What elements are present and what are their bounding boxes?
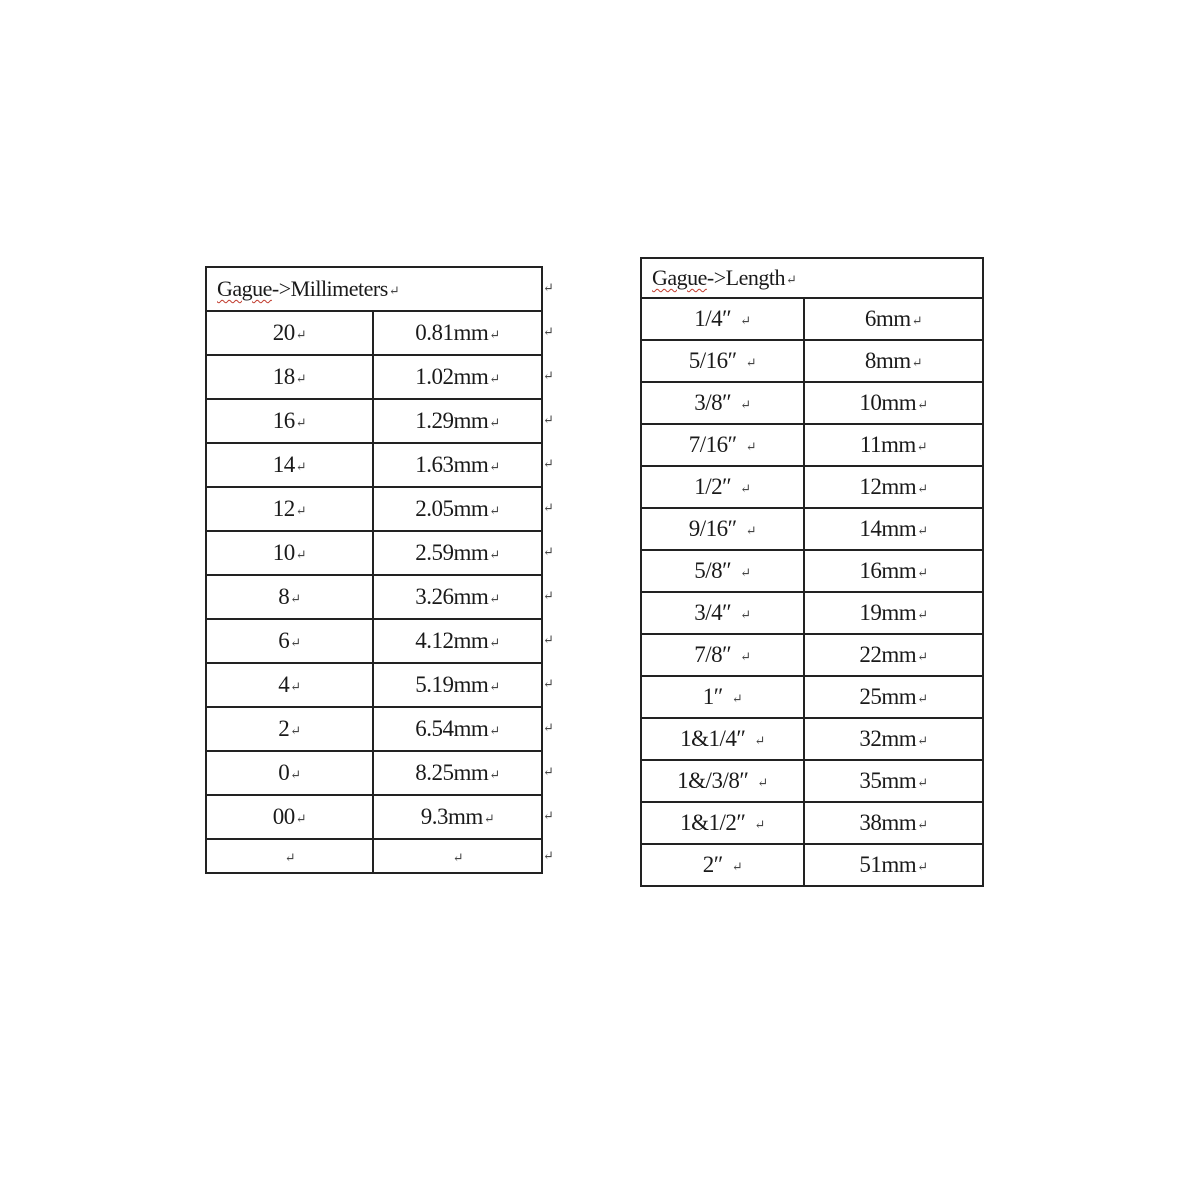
return-arrow-icon: ↵ (731, 690, 743, 706)
inch-value: 1&/3/8″ (677, 768, 749, 793)
return-arrow-icon: ↵ (911, 312, 923, 328)
empty-cell (373, 839, 542, 873)
mm-value: 22mm (859, 642, 917, 667)
return-arrow-icon: ↵ (917, 396, 928, 412)
mm-cell (804, 634, 983, 676)
return-arrow-icon: ↵ (543, 720, 554, 735)
inch-value: 7/8″ (694, 642, 732, 667)
return-arrow-icon: ↵ (295, 810, 307, 826)
empty-cell (206, 839, 373, 873)
gauge-value: 14 (272, 452, 295, 477)
return-arrow-icon: ↵ (740, 312, 751, 328)
mm-value: 6.54mm (415, 716, 489, 741)
table-row (641, 676, 983, 718)
mm-value: 19mm (859, 600, 917, 625)
gauge-value: 2 (278, 716, 290, 741)
inch-cell (641, 508, 804, 550)
mm-cell (804, 676, 983, 718)
return-arrow-icon: ↵ (295, 370, 307, 386)
table-row (206, 707, 542, 751)
table-header-cell (206, 267, 542, 311)
header-rest: ->Millimeters (271, 276, 388, 301)
mm-cell (804, 718, 983, 760)
return-arrow-icon: ↵ (489, 458, 500, 474)
return-arrow-icon: ↵ (388, 282, 400, 298)
inch-cell (641, 424, 804, 466)
return-arrow-icon: ↵ (731, 858, 743, 874)
gauge-cell (206, 531, 373, 575)
inch-value: 7/16″ (688, 432, 737, 457)
mm-cell (373, 707, 542, 751)
gauge-value: 00 (272, 804, 295, 829)
return-arrow-icon: ↵ (543, 764, 554, 779)
table-row (206, 311, 542, 355)
header-gague-word: Gague (652, 265, 707, 290)
mm-value: 12mm (859, 474, 917, 499)
mm-value: 8mm (864, 348, 911, 373)
mm-value: 32mm (859, 726, 917, 751)
mm-cell (804, 298, 983, 340)
return-arrow-icon: ↵ (911, 354, 923, 370)
table-row (641, 298, 983, 340)
return-arrow-icon: ↵ (489, 502, 500, 518)
gauge-value: 4 (278, 672, 290, 697)
mm-value: 2.59mm (415, 540, 489, 565)
return-arrow-icon: ↵ (917, 480, 928, 496)
mm-value: 14mm (859, 516, 917, 541)
mm-cell (804, 466, 983, 508)
mm-value: 11mm (859, 432, 916, 457)
return-arrow-icon: ↵ (489, 678, 500, 694)
return-arrow-icon: ↵ (543, 500, 554, 515)
mm-cell (804, 802, 983, 844)
mm-cell (373, 487, 542, 531)
return-arrow-icon: ↵ (543, 456, 554, 471)
table-row (641, 508, 983, 550)
return-arrow-icon: ↵ (543, 544, 554, 559)
table-row (641, 634, 983, 676)
return-arrow-icon: ↵ (757, 774, 768, 790)
mm-value: 0.81mm (415, 320, 489, 345)
mm-cell (373, 663, 542, 707)
return-arrow-icon: ↵ (290, 722, 301, 738)
return-arrow-icon: ↵ (543, 808, 554, 823)
inch-value: 5/16″ (688, 348, 737, 373)
return-arrow-icon: ↵ (489, 546, 500, 562)
return-arrow-icon: ↵ (745, 354, 757, 370)
return-arrow-icon: ↵ (543, 280, 554, 295)
return-arrow-icon: ↵ (917, 858, 928, 874)
inch-value: 2″ (702, 852, 723, 877)
inch-cell (641, 634, 804, 676)
row-end-marks (543, 266, 559, 874)
inch-cell (641, 718, 804, 760)
inch-value: 3/8″ (694, 390, 732, 415)
mm-value: 9.3mm (420, 804, 483, 829)
return-arrow-icon: ↵ (543, 632, 554, 647)
mm-value: 1.02mm (415, 364, 489, 389)
mm-value: 4.12mm (415, 628, 489, 653)
return-arrow-icon: ↵ (295, 458, 307, 474)
mm-value: 3.26mm (415, 584, 489, 609)
return-arrow-icon: ↵ (754, 816, 765, 832)
table-row (641, 760, 983, 802)
mm-cell (373, 443, 542, 487)
return-arrow-icon: ↵ (740, 480, 751, 496)
mm-value: 35mm (859, 768, 917, 793)
gauge-value: 12 (272, 496, 295, 521)
gauge-cell (206, 751, 373, 795)
table-row (206, 619, 542, 663)
return-arrow-icon: ↵ (740, 606, 751, 622)
table-row (641, 466, 983, 508)
return-arrow-icon: ↵ (917, 522, 928, 538)
table-header-row (206, 267, 542, 311)
return-arrow-icon: ↵ (543, 588, 554, 603)
return-arrow-icon: ↵ (489, 722, 500, 738)
table-row (641, 382, 983, 424)
return-arrow-icon: ↵ (785, 271, 797, 287)
mm-cell (373, 795, 542, 839)
mm-value: 16mm (859, 558, 917, 583)
mm-cell (804, 592, 983, 634)
return-arrow-icon: ↵ (290, 634, 301, 650)
inch-cell (641, 298, 804, 340)
mm-value: 1.29mm (415, 408, 489, 433)
return-arrow-icon: ↵ (290, 766, 301, 782)
mm-cell (373, 311, 542, 355)
inch-value: 5/8″ (694, 558, 732, 583)
table-row (641, 340, 983, 382)
mm-cell (373, 531, 542, 575)
gauge-length-table (640, 257, 984, 887)
table-row (206, 795, 542, 839)
gauge-value: 18 (272, 364, 295, 389)
inch-value: 1/2″ (694, 474, 732, 499)
return-arrow-icon: ↵ (740, 564, 751, 580)
mm-cell (804, 844, 983, 886)
mm-cell (804, 760, 983, 802)
return-arrow-icon: ↵ (489, 414, 500, 430)
return-arrow-icon: ↵ (916, 438, 928, 454)
return-arrow-icon: ↵ (754, 732, 765, 748)
return-arrow-icon: ↵ (543, 676, 554, 691)
empty-table-row (206, 839, 542, 873)
table-row (641, 718, 983, 760)
table-header-cell (641, 258, 983, 298)
table-row (206, 663, 542, 707)
return-arrow-icon: ↵ (290, 678, 301, 694)
return-arrow-icon: ↵ (917, 816, 928, 832)
mm-value: 38mm (859, 810, 917, 835)
table-row (206, 751, 542, 795)
return-arrow-icon: ↵ (284, 849, 296, 865)
inch-cell (641, 802, 804, 844)
gauge-cell (206, 399, 373, 443)
return-arrow-icon: ↵ (489, 590, 500, 606)
mm-value: 2.05mm (415, 496, 489, 521)
gauge-cell (206, 619, 373, 663)
return-arrow-icon: ↵ (543, 324, 554, 339)
return-arrow-icon: ↵ (543, 848, 554, 863)
table-row (206, 575, 542, 619)
gauge-cell (206, 311, 373, 355)
inch-value: 1/4″ (694, 306, 732, 331)
inch-cell (641, 760, 804, 802)
table-row (641, 550, 983, 592)
mm-value: 8.25mm (415, 760, 489, 785)
inch-value: 3/4″ (694, 600, 732, 625)
gauge-cell (206, 355, 373, 399)
table-row (206, 399, 542, 443)
mm-cell (804, 340, 983, 382)
return-arrow-icon: ↵ (917, 690, 928, 706)
mm-value: 5.19mm (415, 672, 489, 697)
table-row (206, 355, 542, 399)
gauge-cell (206, 795, 373, 839)
mm-cell (373, 399, 542, 443)
inch-cell (641, 382, 804, 424)
inch-cell (641, 676, 804, 718)
inch-value: 1&1/2″ (680, 810, 746, 835)
return-arrow-icon: ↵ (290, 590, 301, 606)
return-arrow-icon: ↵ (295, 502, 307, 518)
table-row (206, 443, 542, 487)
inch-value: 1″ (702, 684, 723, 709)
return-arrow-icon: ↵ (489, 634, 500, 650)
mm-cell (373, 619, 542, 663)
return-arrow-icon: ↵ (917, 564, 928, 580)
return-arrow-icon: ↵ (745, 438, 757, 454)
return-arrow-icon: ↵ (295, 546, 307, 562)
return-arrow-icon: ↵ (452, 849, 464, 865)
gauge-millimeters-table (205, 266, 543, 874)
inch-cell (641, 844, 804, 886)
table-header-row (641, 258, 983, 298)
mm-cell (373, 355, 542, 399)
return-arrow-icon: ↵ (917, 606, 928, 622)
return-arrow-icon: ↵ (489, 370, 500, 386)
gauge-cell (206, 707, 373, 751)
table-row (206, 487, 542, 531)
mm-cell (804, 424, 983, 466)
return-arrow-icon: ↵ (489, 766, 500, 782)
gauge-value: 10 (272, 540, 295, 565)
table-row (206, 531, 542, 575)
gauge-value: 16 (272, 408, 295, 433)
return-arrow-icon: ↵ (745, 522, 757, 538)
header-gague-word: Gague (217, 276, 272, 301)
gauge-cell (206, 487, 373, 531)
return-arrow-icon: ↵ (917, 774, 928, 790)
gauge-value: 20 (272, 320, 295, 345)
return-arrow-icon: ↵ (489, 326, 500, 342)
return-arrow-icon: ↵ (917, 648, 928, 664)
header-rest: ->Length (706, 265, 785, 290)
mm-cell (804, 508, 983, 550)
mm-value: 10mm (859, 390, 917, 415)
return-arrow-icon: ↵ (740, 648, 751, 664)
mm-cell (804, 550, 983, 592)
inch-cell (641, 592, 804, 634)
inch-value: 1&1/4″ (680, 726, 746, 751)
mm-value: 1.63mm (415, 452, 489, 477)
mm-cell (373, 575, 542, 619)
mm-value: 6mm (864, 306, 911, 331)
gauge-cell (206, 443, 373, 487)
table-row (641, 802, 983, 844)
return-arrow-icon: ↵ (295, 326, 307, 342)
table-row (641, 592, 983, 634)
table-row (641, 844, 983, 886)
inch-value: 9/16″ (688, 516, 737, 541)
return-arrow-icon: ↵ (543, 368, 554, 383)
return-arrow-icon: ↵ (295, 414, 307, 430)
mm-value: 25mm (859, 684, 917, 709)
gauge-cell (206, 663, 373, 707)
mm-cell (804, 382, 983, 424)
mm-value: 51mm (859, 852, 917, 877)
return-arrow-icon: ↵ (917, 732, 928, 748)
inch-cell (641, 466, 804, 508)
gauge-value: 0 (278, 760, 290, 785)
inch-cell (641, 550, 804, 592)
gauge-value: 6 (278, 628, 290, 653)
mm-cell (373, 751, 542, 795)
return-arrow-icon: ↵ (740, 396, 751, 412)
table-row (641, 424, 983, 466)
gauge-value: 8 (278, 584, 290, 609)
return-arrow-icon: ↵ (483, 810, 495, 826)
return-arrow-icon: ↵ (543, 412, 554, 427)
inch-cell (641, 340, 804, 382)
gauge-cell (206, 575, 373, 619)
